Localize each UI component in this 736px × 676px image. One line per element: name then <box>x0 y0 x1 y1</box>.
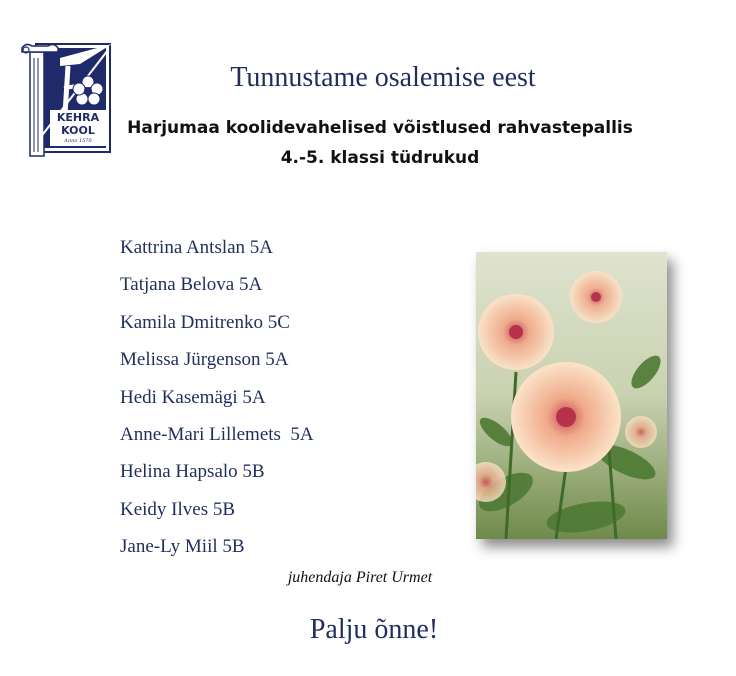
participant-name: Hedi Kasemägi 5A <box>120 386 266 408</box>
logo-text-kool: KOOL <box>61 124 95 137</box>
participant-name: Jane-Ly Miil 5B <box>120 536 245 558</box>
page-title: Tunnustame osalemise eest <box>230 62 536 93</box>
participant-list <box>120 235 314 572</box>
logo-text-kehra: KEHRA <box>56 111 100 124</box>
competition-name: Harjumaa koolidevahelised võistlused rahvastepallis <box>127 118 633 138</box>
participant-name: Melissa Jürgenson 5A <box>120 349 289 371</box>
coach-line: juhendaja Piret Urmet <box>287 569 433 586</box>
dahlia-flower-icon <box>476 252 667 539</box>
participant-name: Tatjana Belova 5A <box>120 274 263 296</box>
participant-name: Helina Hapsalo 5B <box>120 461 265 483</box>
participant-name: Kattrina Antslan 5A <box>120 237 274 258</box>
participant-name: Anne-Mari Lillemets 5A <box>120 423 314 445</box>
logo-text-year: Anno 1570 <box>64 138 92 144</box>
participant-name: Keidy Ilves 5B <box>120 498 236 520</box>
competition-category: 4.-5. klassi tüdrukud <box>280 148 480 168</box>
congratulations-text: Palju õnne! <box>309 614 439 645</box>
dahlia-flowers-photo <box>476 252 667 539</box>
school-logo <box>20 38 116 162</box>
participant-name: Kamila Dmitrenko 5C <box>120 311 290 333</box>
